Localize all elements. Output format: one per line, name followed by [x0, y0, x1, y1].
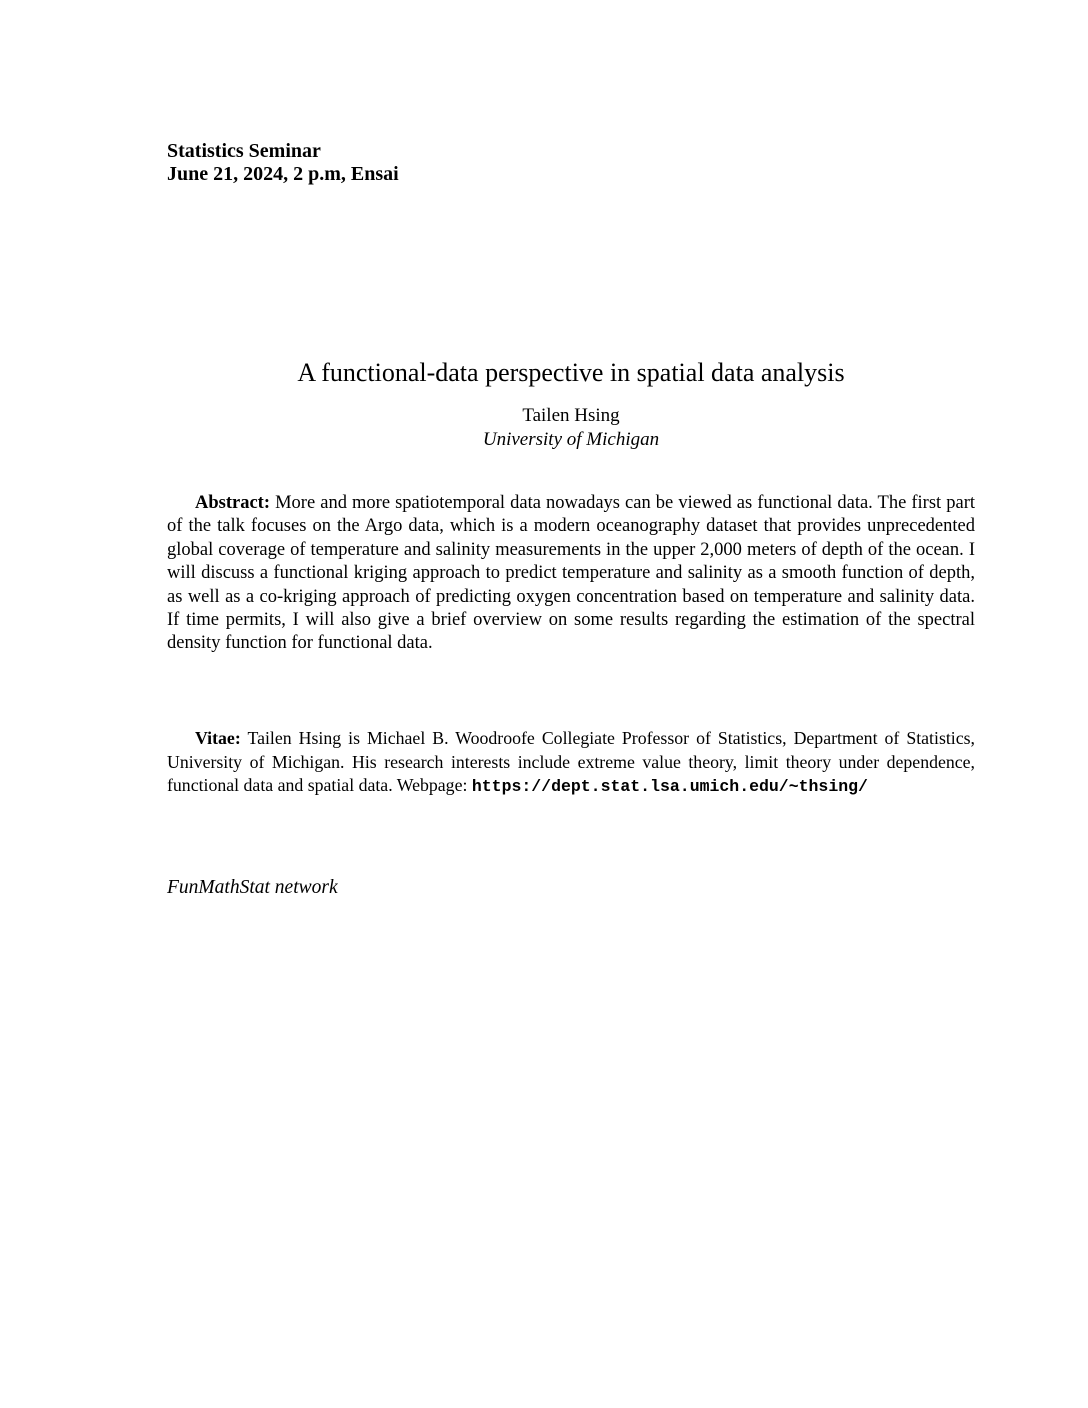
seminar-header — [167, 140, 399, 186]
abstract-paragraph — [167, 492, 975, 656]
seminar-name: Statistics Seminar — [167, 140, 321, 162]
vitae-text: Tailen Hsing is Michael B. Woodroofe Collegiate Professor of Statistics, Department of Statistics, University of Michigan. His research interests include extreme value theory, limit theory under dependence, functional data and spatial data. Webpage: — [167, 728, 975, 795]
network-footer: FunMathStat network — [167, 877, 338, 898]
vitae-paragraph — [167, 727, 975, 799]
talk-title: A functional-data perspective in spatial data analysis — [297, 358, 845, 387]
author-affiliation: University of Michigan — [482, 429, 660, 450]
vitae-label: Vitae: — [195, 728, 241, 748]
webpage-url-link[interactable]: https://dept.stat.lsa.umich.edu/~thsing/ — [471, 777, 868, 796]
abstract-text: More and more spatiotemporal data nowadays can be viewed as functional data. The first part of the talk focuses on the Argo data, which is a modern oceanography dataset that provides unprecedented global coverage of temperature and salinity measurements in the upper 2,000 meters of depth of the ocean. I will discuss a functional kriging approach to predict temperature and salinity as a smooth function of depth, as well as a co-kriging approach of predicting oxygen concentration based on temperature and salinity data. If time permits, I will also give a brief overview on some results regarding the estimation of the spectral density function for functional data. — [167, 493, 975, 654]
author-name: Tailen Hsing — [522, 405, 620, 426]
seminar-date-location: June 21, 2024, 2 p.m, Ensai — [167, 163, 399, 185]
abstract-label: Abstract: — [195, 493, 271, 513]
title-block — [167, 358, 975, 452]
